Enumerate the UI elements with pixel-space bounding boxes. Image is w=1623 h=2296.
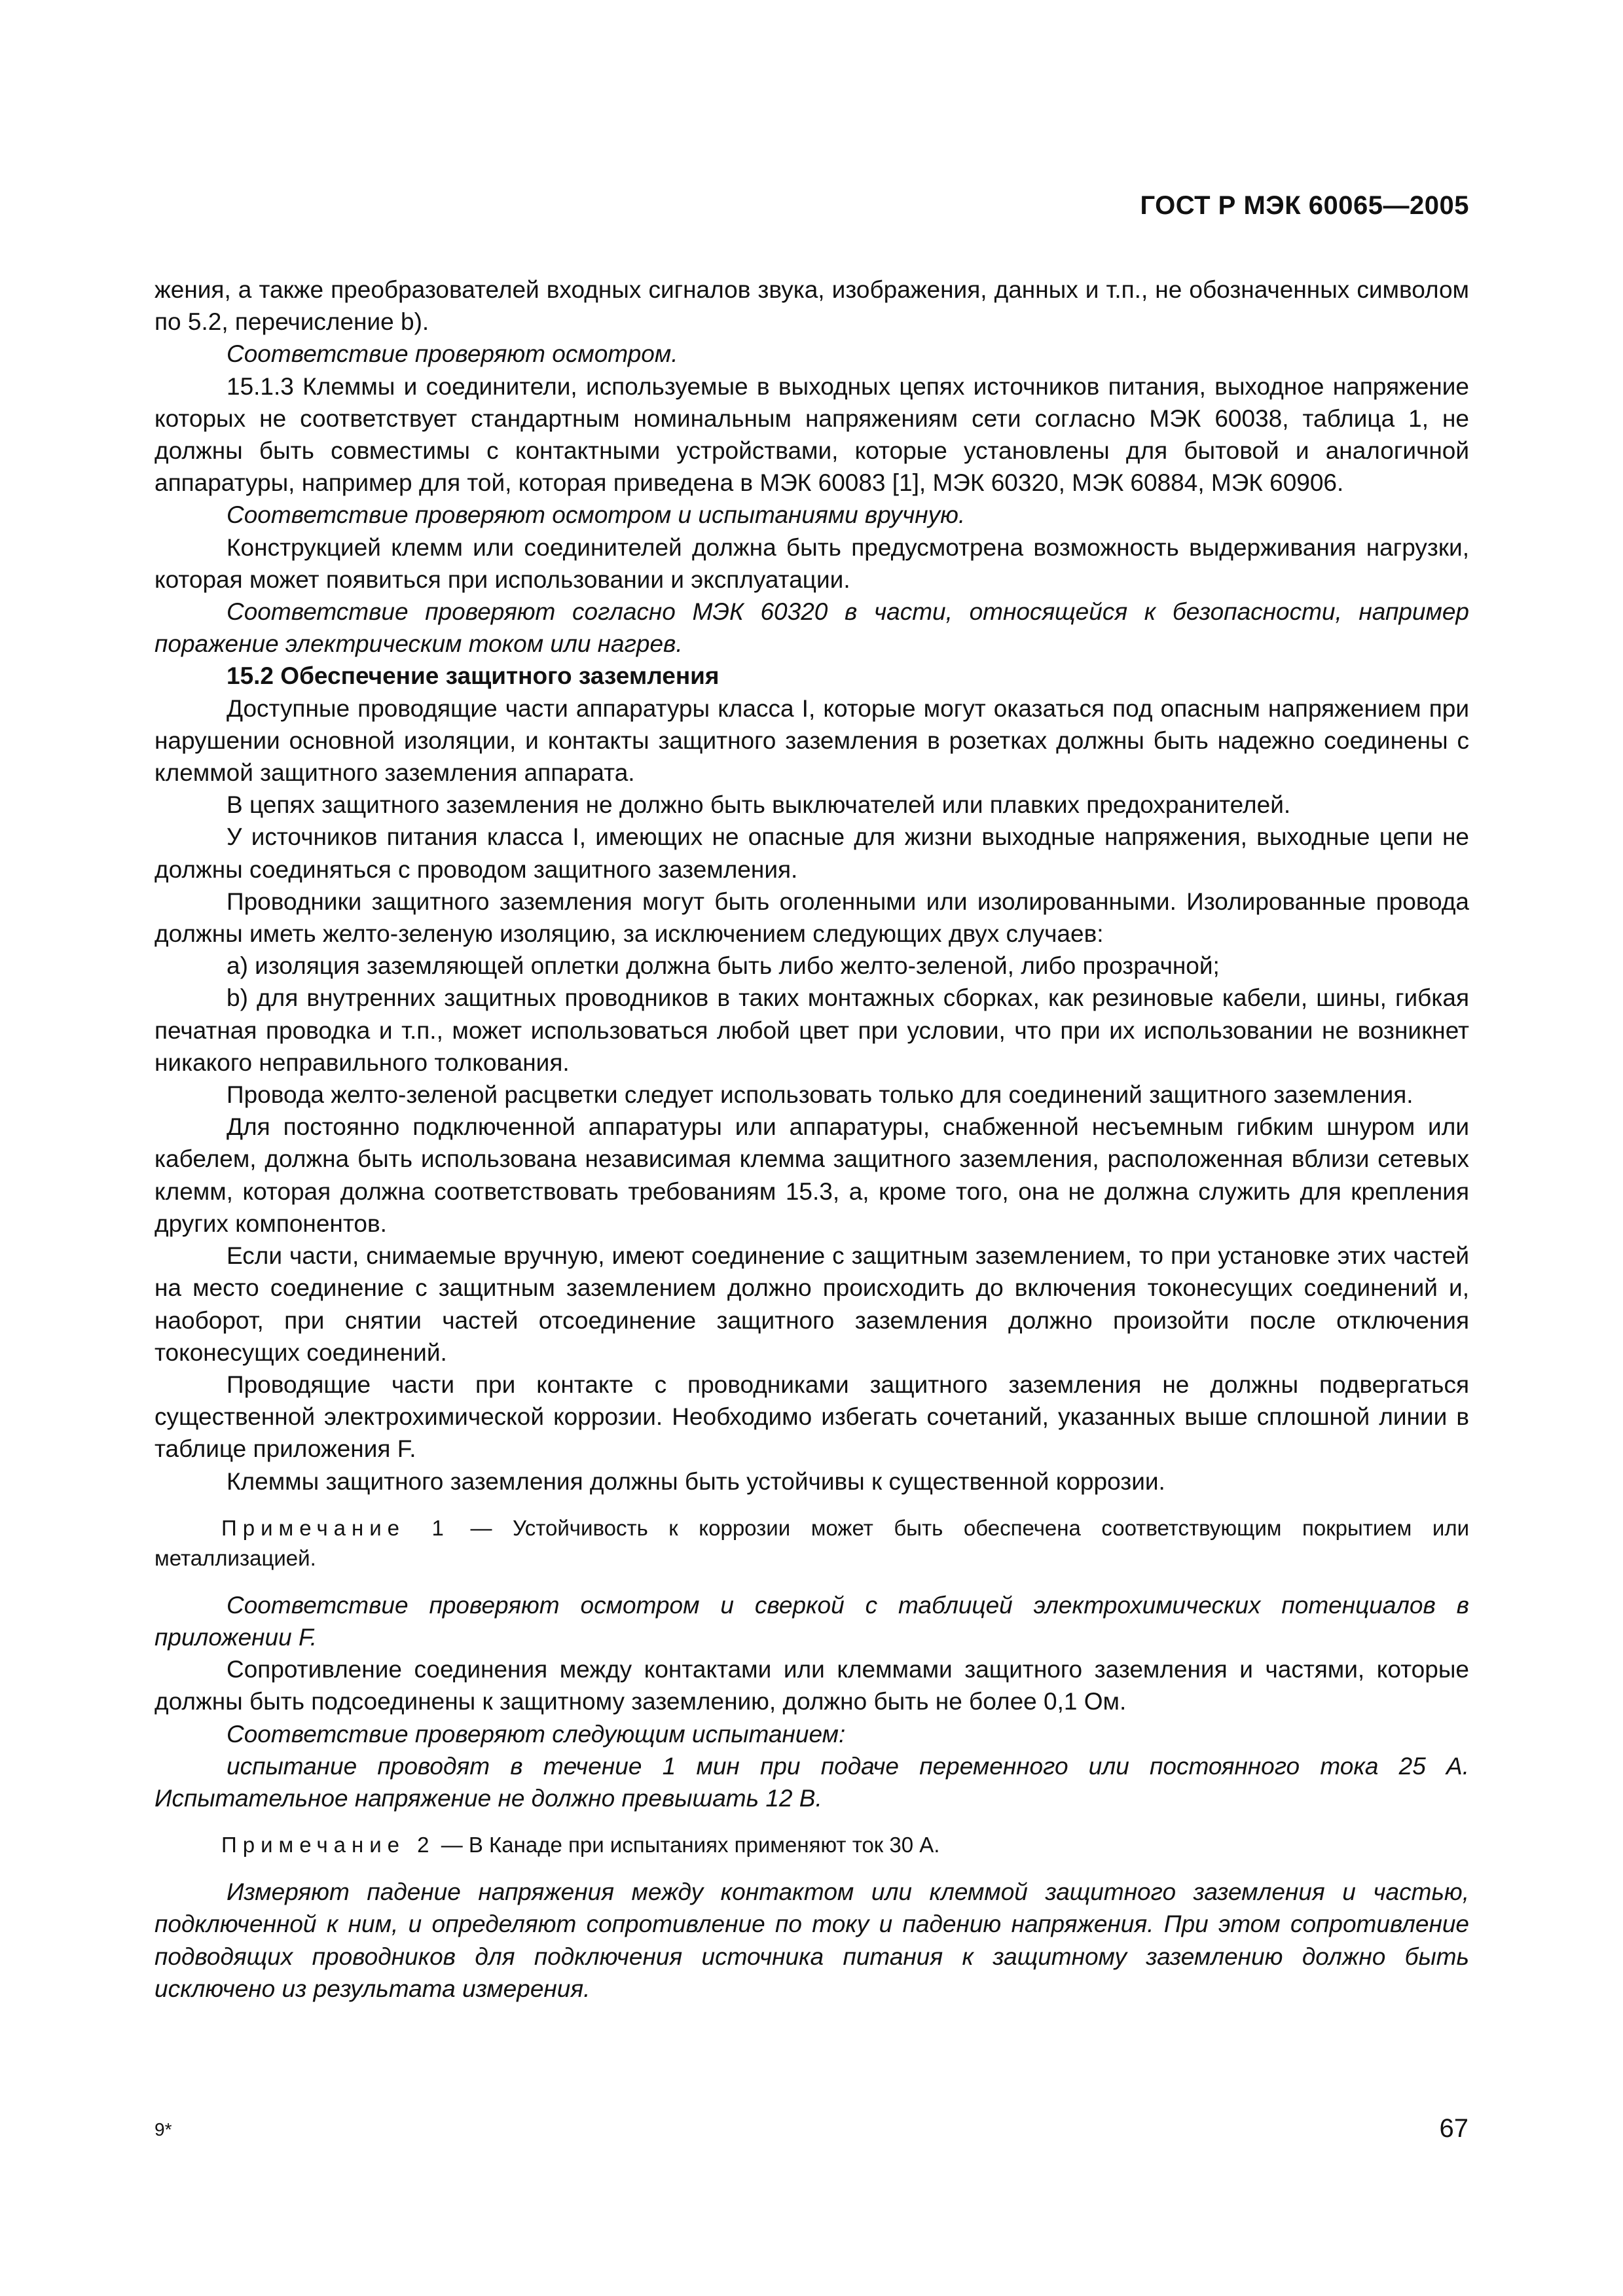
- compliance-check: Соответствие проверяют осмотром и сверкой с таблицей электрохимических потенциалов в приложении F.: [155, 1591, 1469, 1651]
- measurement-procedure: Измеряют падение напряжения между контактом или клеммой защитного заземления и частью, подключенной к ним, и определяют сопротивление по току и падению напряжения. При этом сопротивление подводящих проводников для подключения источника питания к защитному заземлению должно быть исключено из результата измерения.: [155, 1878, 1469, 2002]
- test-procedure: испытание проводят в течение 1 мин при подаче переменного или постоянного тока 25 А. Испытательное напряжение не должно превышать 12 В.: [155, 1752, 1469, 1812]
- paragraph: жения, а также преобразователей входных сигналов звука, изображения, данных и т.п., не обозначенных символом по 5.2, перечисление b).: [155, 276, 1469, 336]
- section-heading-15-2: 15.2 Обеспечение защитного заземления: [227, 662, 720, 690]
- compliance-check: Соответствие проверяют согласно МЭК 60320 в части, относящейся к безопасности, например поражение электрическим током или нагрев.: [155, 598, 1469, 658]
- clause-15-1-3: 15.1.3 Клеммы и соединители, используемые в выходных цепях источников питания, выходное напряжение которых не соответствует стандартным номинальным напряжениям сети согласно МЭК 60038, таблица 1, не должны быть совместимы с контактными устройствами, которые установлены для бытовой и аналогичной аппаратуры, например для той, которая приведена в МЭК 60083 [1], МЭК 60320, МЭК 60884, МЭК 60906.: [155, 372, 1469, 497]
- note-label: Примечание 1: [221, 1515, 450, 1540]
- paragraph: Сопротивление соединения между контактами или клеммами защитного заземления и частями, которые должны быть подсоединены к защитному заземлению, должно быть не более 0,1 Ом.: [155, 1656, 1469, 1715]
- note-1: [155, 1513, 1469, 1573]
- paragraph: Проводники защитного заземления могут быть оголенными или изолированными. Изолированные провода должны иметь желто-зеленую изоляцию, за исключением следующих двух случаев:: [155, 888, 1469, 948]
- note-text: — В Канаде при испытаниях применяют ток 30 А.: [435, 1833, 940, 1857]
- compliance-check: Соответствие проверяют осмотром и испытаниями вручную.: [227, 501, 966, 529]
- list-item-b: b) для внутренних защитных проводников в таких монтажных сборках, как резиновые кабели, шины, гибкая печатная проводка и т.п., может использоваться любой цвет при условии, что при их использовании не возникнет никакого неправильного толкования.: [155, 984, 1469, 1076]
- note-2: [155, 1830, 1469, 1860]
- paragraph: Проводящие части при контакте с проводниками защитного заземления не должны подвергаться существенной электрохимической коррозии. Необходимо избегать сочетаний, указанных выше сплошной линии в таблице приложения F.: [155, 1371, 1469, 1463]
- page-number: 67: [1439, 2114, 1468, 2143]
- paragraph: В цепях защитного заземления не должно быть выключателей или плавких предохранителей.: [227, 791, 1291, 819]
- document-body: [155, 274, 1469, 2005]
- paragraph: Клеммы защитного заземления должны быть устойчивы к существенной коррозии.: [227, 1467, 1165, 1495]
- paragraph: Доступные проводящие части аппаратуры класса I, которые могут оказаться под опасным напряжением при нарушении основной изоляции, и контакты защитного заземления в розетках должны быть надежно соединены с клеммой защитного заземления аппарата.: [155, 694, 1469, 787]
- standard-code-header: ГОСТ Р МЭК 60065—2005: [1140, 191, 1469, 220]
- paragraph: Конструкцией клемм или соединителей должна быть предусмотрена возможность выдерживания нагрузки, которая может появиться при использовании и эксплуатации.: [155, 533, 1469, 593]
- paragraph: Если части, снимаемые вручную, имеют соединение с защитным заземлением, то при установке этих частей на место соединение с защитным заземлением должно происходить до включения токонесущих соединений и, наоборот, при снятии частей отсоединение защитного заземления должно произойти после отключения токонесущих соединений.: [155, 1242, 1469, 1366]
- paragraph: У источников питания класса I, имеющих не опасные для жизни выходные напряжения, выходные цепи не должны соединяться с проводом защитного заземления.: [155, 823, 1469, 883]
- paragraph: Для постоянно подключенной аппаратуры или аппаратуры, снабженной несъемным гибким шнуром или кабелем, должна быть использована независимая клемма защитного заземления, расположенная вблизи сетевых клемм, которая должна соответствовать требованиям 15.3, а, кроме того, она не должна служить для крепления других компонентов.: [155, 1113, 1469, 1237]
- signature-mark: 9*: [155, 2119, 172, 2140]
- compliance-check: Соответствие проверяют осмотром.: [227, 340, 678, 368]
- note-text: — Устойчивость к коррозии может быть обеспечена соответствующим покрытием или металлизацией.: [155, 1515, 1470, 1570]
- compliance-check: Соответствие проверяют следующим испытанием:: [227, 1720, 846, 1748]
- list-item-a: a) изоляция заземляющей оплетки должна быть либо желто-зеленой, либо прозрачной;: [227, 952, 1220, 980]
- paragraph: Провода желто-зеленой расцветки следует использовать только для соединений защитного заземления.: [227, 1081, 1413, 1109]
- note-label: Примечание 2: [221, 1833, 435, 1857]
